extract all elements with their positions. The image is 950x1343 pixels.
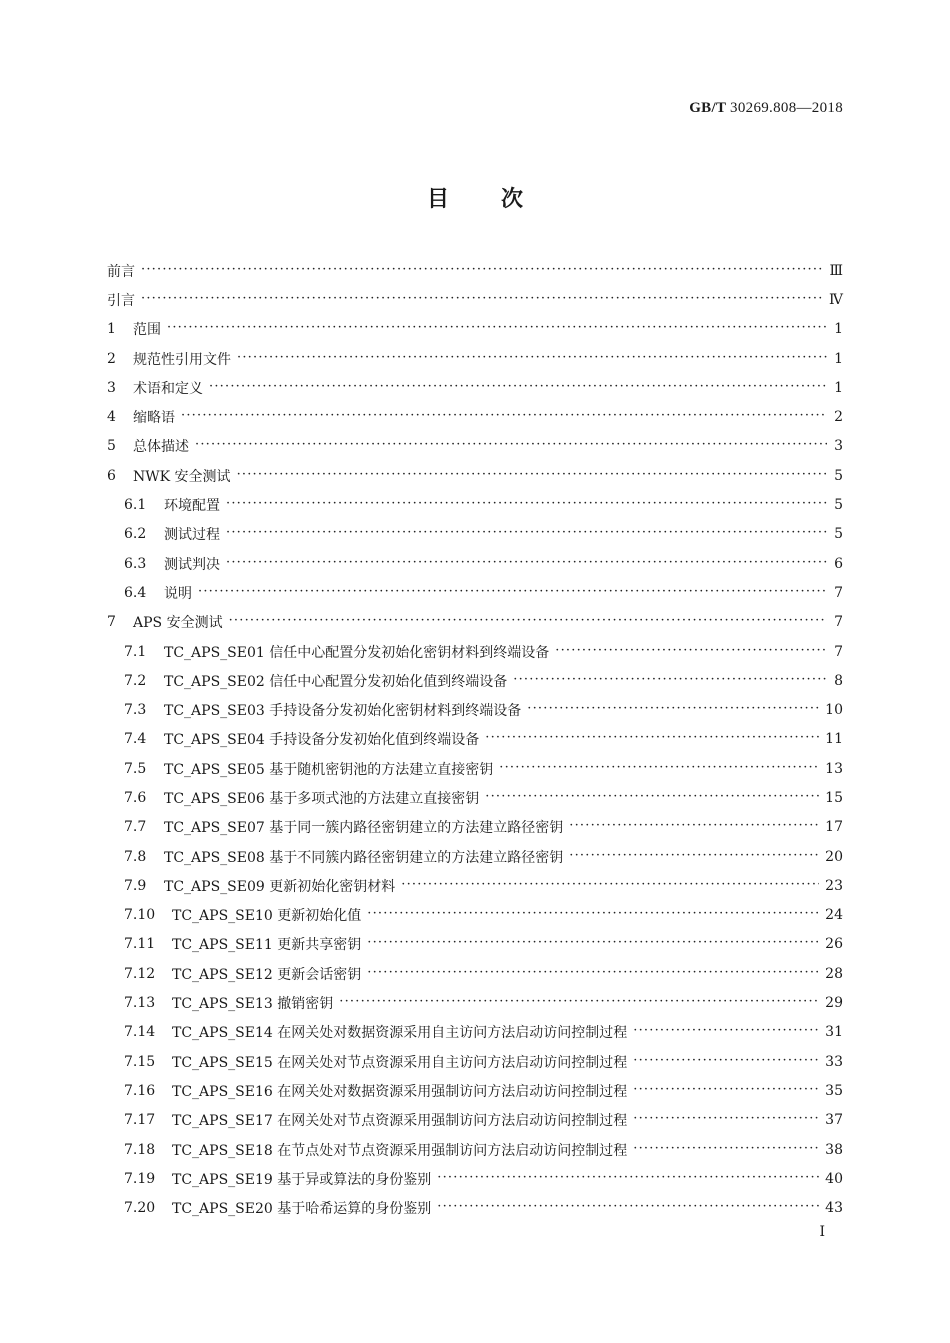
toc-entry-page: 1 [834, 379, 843, 396]
toc-entry-page: Ⅳ [829, 291, 843, 308]
toc-entry-number: 7.16 [124, 1082, 156, 1099]
toc-leader-dots [141, 293, 823, 307]
toc-leader-dots [181, 410, 827, 424]
toc-entry-title: TC_APS_SE03 手持设备分发初始化密钥材料到终端设备 [164, 703, 522, 720]
toc-leader-dots [195, 439, 827, 453]
toc-entry-page: 20 [825, 848, 843, 865]
toc-entry-page: 6 [834, 555, 843, 572]
toc-entry[interactable] [107, 285, 843, 314]
toc-entry-title: 范围 [133, 322, 161, 339]
toc-leader-dots [367, 937, 819, 951]
toc-entry[interactable] [107, 344, 843, 373]
toc-entry[interactable] [107, 1164, 843, 1193]
toc-entry-page: 17 [825, 819, 843, 836]
toc-leader-dots [401, 879, 819, 893]
toc-entry-number: 6.1 [124, 497, 147, 514]
toc-entry[interactable] [107, 578, 843, 607]
toc-entry-page: 31 [825, 1024, 843, 1041]
toc-leader-dots [513, 674, 827, 688]
toc-entry[interactable] [107, 432, 843, 461]
toc-leader-dots [226, 557, 827, 571]
toc-entry[interactable] [107, 754, 843, 783]
toc-entry-number: 7.20 [124, 1200, 156, 1217]
toc-entry-title: 说明 [164, 585, 192, 602]
toc-entry-page: 15 [825, 789, 843, 806]
toc-entry-title: APS 安全测试 [133, 615, 223, 632]
toc-entry-title: TC_APS_SE14 在网关处对数据资源采用自主访问方法启动访问控制过程 [172, 1025, 628, 1042]
toc-entry-title: TC_APS_SE06 基于多项式池的方法建立直接密钥 [164, 790, 480, 807]
toc-entry-page: 40 [825, 1170, 843, 1187]
toc-entry[interactable] [107, 813, 843, 842]
toc-entry-title: TC_APS_SE07 基于同一簇内路径密钥建立的方法建立路径密钥 [164, 820, 564, 837]
toc-leader-dots [229, 615, 827, 629]
toc-entry[interactable] [107, 1106, 843, 1135]
toc-entry-page: 2 [834, 409, 843, 426]
toc-entry-page: 7 [834, 614, 843, 631]
toc-leader-dots [209, 381, 827, 395]
toc-entry-title: TC_APS_SE11 更新共享密钥 [172, 937, 362, 954]
toc-entry-title: 术语和定义 [133, 380, 203, 397]
toc-entry-number: 1 [107, 321, 116, 338]
toc-entry[interactable] [107, 373, 843, 402]
toc-entry-page: 10 [825, 702, 843, 719]
toc-entry-number: 7.9 [124, 877, 147, 894]
toc-entry-page: 5 [834, 526, 843, 543]
toc-entry-number: 7.18 [124, 1141, 156, 1158]
toc-entry[interactable] [107, 520, 843, 549]
toc-entry[interactable] [107, 871, 843, 900]
toc-leader-dots [226, 498, 827, 512]
toc-entry[interactable] [107, 901, 843, 930]
toc-entry-title: 测试过程 [164, 527, 220, 544]
toc-entry-page: 24 [825, 907, 843, 924]
toc-entry-number: 7.1 [124, 643, 147, 660]
toc-entry-title: TC_APS_SE10 更新初始化值 [172, 908, 362, 925]
toc-entry-page: 38 [825, 1141, 843, 1158]
toc-entry-number: 7.19 [124, 1170, 156, 1187]
toc-entry-number: 3 [107, 379, 116, 396]
toc-entry-number: 6.2 [124, 526, 147, 543]
page-title [0, 182, 950, 213]
toc-entry-title: TC_APS_SE20 基于哈希运算的身份鉴别 [172, 1201, 432, 1218]
toc-entry[interactable] [107, 1018, 843, 1047]
toc-leader-dots [167, 322, 827, 336]
toc-entry-number: 7.10 [124, 907, 156, 924]
toc-entry-number: 4 [107, 409, 116, 426]
toc-entry[interactable] [107, 930, 843, 959]
toc-entry[interactable] [107, 666, 843, 695]
toc-entry[interactable] [107, 1047, 843, 1076]
toc-entry-page: 33 [825, 1053, 843, 1070]
toc-entry-title: TC_APS_SE13 撤销密钥 [172, 996, 334, 1013]
toc-leader-dots [367, 908, 819, 922]
toc-entry-page: 37 [825, 1112, 843, 1129]
toc-entry-title: TC_APS_SE17 在网关处对节点资源采用强制访问方法启动访问控制过程 [172, 1113, 628, 1130]
toc-entry-number: 7.6 [124, 789, 147, 806]
toc-entry-title: TC_APS_SE12 更新会话密钥 [172, 966, 362, 983]
toc-entry[interactable] [107, 725, 843, 754]
toc-entry-number: 7.7 [124, 819, 147, 836]
toc-entry-page: 11 [825, 731, 843, 748]
toc-entry[interactable] [107, 988, 843, 1017]
toc-entry-page: 23 [825, 877, 843, 894]
toc-leader-dots [569, 850, 819, 864]
toc-entry-title: TC_APS_SE05 基于随机密钥池的方法建立直接密钥 [164, 761, 494, 778]
toc-entry[interactable] [107, 842, 843, 871]
toc-entry-page: 7 [834, 643, 843, 660]
toc-leader-dots [633, 1143, 819, 1157]
toc-entry-title: TC_APS_SE01 信任中心配置分发初始化密钥材料到终端设备 [164, 644, 550, 661]
toc-entry-number: 5 [107, 438, 116, 455]
toc-entry-title: TC_APS_SE19 基于异或算法的身份鉴别 [172, 1171, 432, 1188]
toc-entry[interactable] [107, 783, 843, 812]
toc-entry-page: 29 [825, 995, 843, 1012]
toc-entry-title: 缩略语 [133, 410, 175, 427]
toc-entry-title: TC_APS_SE08 基于不同簇内路径密钥建立的方法建立路径密钥 [164, 849, 564, 866]
toc-entry-number: 7 [107, 614, 116, 631]
toc-entry-page: 28 [825, 965, 843, 982]
toc-entry-page: 35 [825, 1082, 843, 1099]
toc-entry-number: 7.14 [124, 1024, 156, 1041]
toc-entry-title: 前言 [107, 263, 135, 280]
toc-entry-page: 5 [834, 467, 843, 484]
toc-entry-number: 7.12 [124, 965, 156, 982]
toc-entry[interactable] [107, 490, 843, 519]
toc-leader-dots [226, 527, 827, 541]
toc-entry[interactable] [107, 608, 843, 637]
toc-entry[interactable] [107, 959, 843, 988]
toc-entry-number: 2 [107, 350, 116, 367]
toc-entry-title: NWK 安全测试 [133, 468, 231, 485]
toc-entry-number: 6 [107, 467, 116, 484]
toc-leader-dots [485, 791, 819, 805]
toc-entry-title: TC_APS_SE16 在网关处对数据资源采用强制访问方法启动访问控制过程 [172, 1083, 628, 1100]
toc-entry-number: 7.13 [124, 995, 156, 1012]
toc-entry[interactable] [107, 637, 843, 666]
toc-entry-title: 测试判决 [164, 556, 220, 573]
standard-number: 30269.808—2018 [730, 100, 843, 116]
toc-entry-number: 7.17 [124, 1112, 156, 1129]
toc-entry-page: 26 [825, 936, 843, 953]
table-of-contents [107, 256, 843, 1223]
toc-entry-title: TC_APS_SE04 手持设备分发初始化值到终端设备 [164, 732, 480, 749]
toc-leader-dots [633, 1113, 819, 1127]
toc-entry[interactable] [107, 549, 843, 578]
toc-entry-title: 总体描述 [133, 439, 189, 456]
page-number: Ⅰ [819, 1224, 825, 1240]
toc-entry-page: 5 [834, 497, 843, 514]
standard-code [689, 100, 843, 117]
toc-entry-page: 43 [825, 1200, 843, 1217]
toc-entry-page: 1 [834, 350, 843, 367]
toc-leader-dots [633, 1025, 819, 1039]
toc-leader-dots [437, 1172, 819, 1186]
toc-entry-page: 8 [834, 672, 843, 689]
toc-entry-title: 环境配置 [164, 498, 220, 515]
toc-leader-dots [527, 703, 819, 717]
toc-entry-title: TC_APS_SE18 在节点处对节点资源采用强制访问方法启动访问控制过程 [172, 1142, 628, 1159]
toc-entry-number: 7.2 [124, 672, 147, 689]
toc-entry-number: 7.11 [124, 936, 156, 953]
toc-entry[interactable] [107, 1194, 843, 1223]
toc-leader-dots [141, 264, 823, 278]
toc-entry-page: 1 [834, 321, 843, 338]
toc-entry[interactable] [107, 1076, 843, 1105]
toc-entry-page: 13 [825, 760, 843, 777]
toc-leader-dots [499, 762, 819, 776]
toc-leader-dots [237, 469, 827, 483]
toc-entry-number: 6.3 [124, 555, 147, 572]
toc-entry[interactable] [107, 695, 843, 724]
toc-leader-dots [485, 732, 819, 746]
toc-leader-dots [633, 1055, 819, 1069]
toc-entry[interactable] [107, 256, 843, 285]
toc-entry[interactable] [107, 1135, 843, 1164]
toc-entry-number: 7.8 [124, 848, 147, 865]
toc-leader-dots [237, 352, 827, 366]
page-title-text: 目次 [426, 187, 575, 212]
toc-entry-number: 7.3 [124, 702, 147, 719]
toc-leader-dots [555, 645, 827, 659]
toc-entry-number: 7.5 [124, 760, 147, 777]
toc-leader-dots [633, 1084, 819, 1098]
toc-entry-title: 规范性引用文件 [133, 351, 231, 368]
standard-prefix: GB/T [689, 100, 726, 116]
toc-leader-dots [437, 1201, 819, 1215]
toc-entry-page: 7 [834, 584, 843, 601]
toc-entry-number: 7.15 [124, 1053, 156, 1070]
toc-leader-dots [198, 586, 827, 600]
toc-entry-number: 7.4 [124, 731, 147, 748]
toc-entry-title: TC_APS_SE15 在网关处对节点资源采用自主访问方法启动访问控制过程 [172, 1054, 628, 1071]
toc-entry[interactable] [107, 402, 843, 431]
toc-entry-number: 6.4 [124, 584, 147, 601]
toc-entry-page: 3 [834, 438, 843, 455]
toc-entry[interactable] [107, 461, 843, 490]
toc-entry-page: Ⅲ [829, 262, 843, 279]
toc-entry-title: 引言 [107, 292, 135, 309]
toc-entry-title: TC_APS_SE02 信任中心配置分发初始化值到终端设备 [164, 673, 508, 690]
toc-leader-dots [339, 996, 819, 1010]
toc-leader-dots [367, 967, 819, 981]
toc-leader-dots [569, 820, 819, 834]
toc-entry[interactable] [107, 315, 843, 344]
toc-entry-title: TC_APS_SE09 更新初始化密钥材料 [164, 878, 396, 895]
